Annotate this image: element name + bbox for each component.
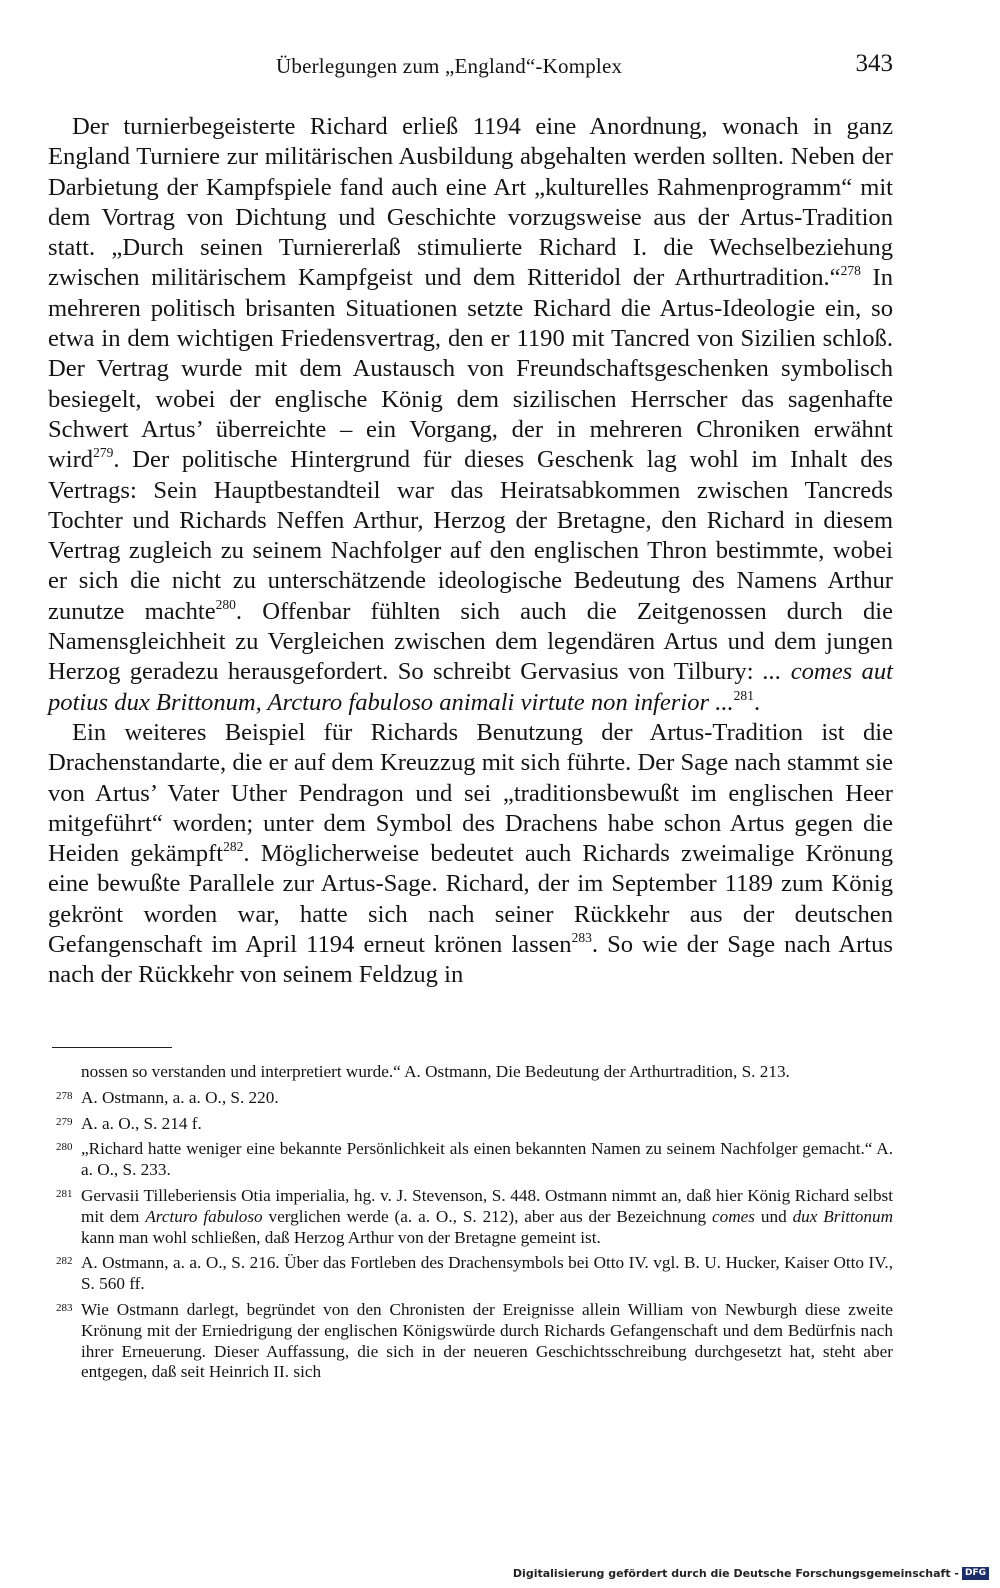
paragraph-2-text-2: . Möglicherweise bedeutet auch Richards zweimalige Krönung eine bewußte Parallele zur Artus-Sage. Richard, der im September 1189 zum König gekrönt worden war, hatte sich nach seiner Rückkehr aus der deutschen Gefangenschaft im April 1194 erneut krönen lassen — [48, 840, 894, 959]
footnote-number: 281 — [56, 1187, 73, 1200]
paragraph-2-text-1: Ein weiteres Beispiel für Richards Benutzung der Artus-Tradition ist die Drachenstandarte, die er auf dem Kreuzzug mit sich führte. Der Sage nach stammt sie von Artus’ Vater Uther Pendragon und sei „traditionsbewußt im englischen Heer mitgeführt“ worden; unter dem Symbol des Drachens habe schon Artus gegen die Heiden gekämpft — [48, 718, 893, 868]
footnote-ref-282: 282 — [223, 838, 244, 854]
paragraph-2 — [48, 718, 893, 991]
running-title: Überlegungen zum „England“-Komplex — [276, 54, 623, 78]
digitization-footer — [513, 1567, 989, 1581]
footnote-number: 280 — [56, 1141, 73, 1154]
page-header — [48, 50, 893, 84]
footnote-text: Wie Ostmann darlegt, begründet von den Chronisten der Ereignisse allein William von Newburgh diese zweite Krönung mit der Erniedrigung der englischen Königswürde durch Richards Gefangenschaft und dem Bedürfnis nach ihrer Erneuerung. Dieser Auffassung, die sich in der neueren Geschichtsschreibung durchgesetzt hat, steht aber entgegen, daß seit Heinrich II. sich — [81, 1299, 893, 1382]
footnote-number: 283 — [56, 1301, 73, 1314]
footnote-text: „Richard hatte weniger eine bekannte Persönlichkeit als einen bekannten Namen zu seinem Nachfolger gemacht.“ A. a. O., S. 233. — [81, 1139, 893, 1180]
digitization-credit: Digitalisierung gefördert durch die Deutsche Forschungsgemeinschaft - — [512, 1566, 959, 1580]
footnote-ref-279: 279 — [93, 445, 114, 461]
paragraph-1 — [48, 112, 893, 718]
footnote-italic: dux Brittonum — [792, 1206, 894, 1226]
paragraph-1-text-3: . Der politische Hintergrund für dieses Geschenk lag wohl im Inhalt des Vertrags: Sein Hauptbestandteil war das Heiratsabkommen zwischen Tancreds Tochter und Richards Neffen Arthur, Herzog der Bretagne, den Richard in diesem Vertrag zugleich zu seinem Nachfolger auf den englischen Thron bestimmte, wobei er sich die nicht zu unterschätzende ideologische Bedeutung des Namens Arthur zunutze machte — [48, 446, 893, 625]
paragraph-1-text-4: . Offenbar fühlten sich auch die Zeitgenossen durch die Namensgleichheit zu Vergleichen zwischen dem legendären Artus und dem jungen Herzog geradezu herausgefordert. So schreibt Gervasius von Tilbury: — [48, 597, 893, 686]
footnote-text-part: kann man wohl schließen, daß Herzog Arthur von der Bretagne gemeint ist. — [81, 1227, 601, 1247]
footnote-278 — [48, 1088, 893, 1109]
footnote-ref-280: 280 — [215, 596, 236, 612]
footnote-text: A. a. O., S. 214 f. — [81, 1113, 202, 1133]
footnote-italic: comes — [712, 1206, 755, 1226]
footnote-283 — [48, 1300, 893, 1383]
footnote-separator — [52, 1047, 172, 1048]
footnote-text-part: verglichen werde (a. a. O., S. 212), aber aus der Bezeichnung — [262, 1206, 713, 1226]
footnote-281 — [48, 1186, 893, 1248]
paragraph-1-text-5: . — [753, 688, 761, 716]
footnote-number: 278 — [56, 1089, 73, 1102]
footnotes — [48, 1062, 893, 1388]
footnote-text: A. Ostmann, a. a. O., S. 216. Über das Fortleben des Drachensymbols bei Otto IV. vgl. B. U. Hucker, Kaiser Otto IV., S. 560 ff. — [81, 1253, 893, 1294]
main-text — [48, 112, 893, 991]
footnote-280 — [48, 1139, 893, 1181]
latin-quote: ... comes aut potius dux Brittonum, Arcturo fabuloso animali virtute non inferior ... — [48, 658, 893, 716]
footnote-ref-281: 281 — [733, 687, 754, 703]
footnote-279 — [48, 1114, 893, 1135]
footnote-continuation: nossen so verstanden und interpretiert wurde.“ A. Ostmann, Die Bedeutung der Arthurtradition, S. 213. — [81, 1062, 790, 1081]
paragraph-1-text-2: In mehreren politisch brisanten Situationen setzte Richard die Artus-Ideologie ein, so etwa in dem wichtigen Friedensvertrag, den er 1190 mit Tancred von Sizilien schloß. Der Vertrag wurde mit dem Austausch von Freundschaftsgeschenken symbolisch besiegelt, wobei der englische König dem sizilischen Herrscher das sagenhafte Schwert Artus’ überreichte – ein Vorgang, der in mehreren Chroniken erwähnt wird — [48, 264, 894, 474]
footnote-ref-278: 278 — [840, 263, 861, 279]
paragraph-1-text-1: Der turnierbegeisterte Richard erließ 1194 eine Anordnung, wonach in ganz England Turniere zur militärischen Ausbildung abgehalten werden sollten. Neben der Darbietung der Kampfspiele fand auch eine Art „kulturelles Rahmenprogramm“ mit dem Vortrag von Dichtung und Geschichte vorzugsweise aus der Artus-Tradition statt. „Durch seinen Turniererlaß stimulierte Richard I. die Wechselbeziehung zwischen militärischem Kampfgeist und dem Ritteridol der Arthurtradition.“ — [48, 113, 893, 292]
footnote-282 — [48, 1253, 893, 1295]
footnote-italic: Arcturo fabuloso — [145, 1206, 263, 1226]
footnote-number: 282 — [56, 1255, 73, 1268]
page-number: 343 — [855, 50, 893, 77]
footnote-text: A. Ostmann, a. a. O., S. 220. — [81, 1087, 279, 1107]
footnote-text-part: und — [754, 1206, 793, 1226]
footnote-text-part: Gervasii Tilleberiensis Otia imperialia, hg. v. J. Stevenson, S. 448. Ostmann nimmt an, daß hier König Richard selbst mit dem — [81, 1185, 893, 1226]
footnote-ref-283: 283 — [571, 929, 592, 945]
paragraph-2-text-3: . So wie der Sage nach Artus nach der Rückkehr von seinem Feldzug in — [48, 931, 894, 989]
dfg-logo: DFG — [962, 1567, 989, 1580]
footnote-number: 279 — [56, 1115, 73, 1128]
